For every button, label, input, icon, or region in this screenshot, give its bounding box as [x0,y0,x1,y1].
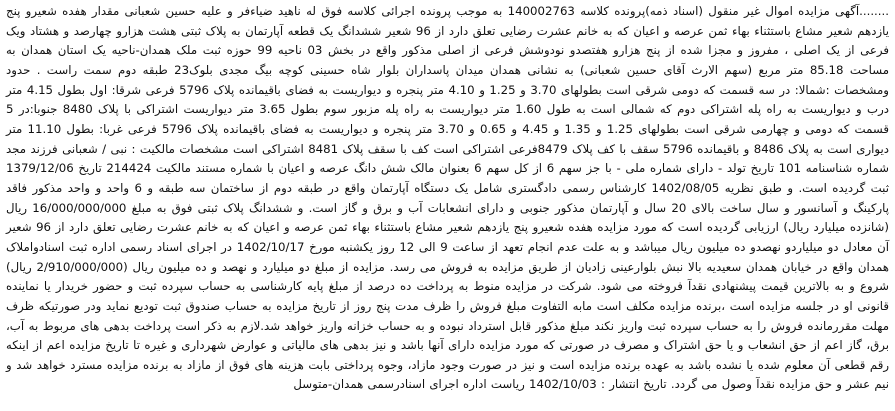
auction-notice-text [6,2,889,395]
notice-body: ........آگهی مزایده اموال غیر منقول (اسناد ذمه)پرونده کلاسه 140002763 به موجب پرونده اجرائی کلاسه فوق له ناهید ضیاءفر و علیه حسین شعبانی مقدار هفده شعیرو پنج یازدهم شعیر مشاع باستثناء بهاء ثمن عرصه و اعیان که به خانم عشرت رضایی تعلق دارد از 96 شعیر ششدانگ یک قطعه آپارتمان به پلاک ثبتی هشت هزارو چهارصد و هشتاد ویک فرعی از یک اصلی ، مفروز و مجزا شده از پنج هزارو هفتصدو نودوشش فرعی از اصلی مذکور واقع در بخش 03 ناحیه 99 حوزه ثبت ملک همدان-ناحیه یک استان همدان به مساحت 85.18 متر مربع (سهم الارث آقای حسین شعبانی) به نشانی همدان میدان پاسداران بلوار شاه حسینی کوچه بیگ مجدی بلوک23 طبقه دوم سمت راست . حدود ومشخصات :شمالا: در سه قسمت که دومی شرقی است بطولهای 3.70 و 1.25 و 4.10 متر پنجره و دیواریست به فضای باقیمانده پلاک 5796 فرعی شرقا: اول بطول 4.15 متر درب و دیواریست به راه پله اشتراکی دوم که شمالی است به طول 1.60 متر دیواریست به راه پله مزبور سوم بطول 3.65 متر دیواریست اشتراکی با پلاک 8480 جنوبا:در 5 قسمت که دومی و چهارمی شرقی است بطولهای 1.25 و 1.35 و 4.45 و 0.65 و 3.70 متر پنجره و دیواریست به فضای باقیمانده پلاک 5796 فرعی غربا: بطول 11.10 متر دیواری است به پلاک 8486 و باقیمانده 5796 سقف با کف پلاک 8479فرعی اشتراکی است کف با سقف پلاک 8481 اشتراکی است مشخصات مالکیت : نبی / شعبانی فرزند مجد شماره شناسنامه 101 تاریخ تولد - دارای شماره ملی - با جز سهم 6 از کل سهم 6 بعنوان مالک شش دانگ عرصه و اعیان با شماره مستند مالکیت 214424 تاریخ 1379/12/06 ثبت گردیده است. و طبق نظریه 1402/08/05 کارشناس رسمی دادگستری شامل یک دستگاه آپارتمان واقع در طبقه دوم از ساختمان سه طبقه و 6 واحد و واحد مذکور فاقد پارکینگ و آسانسور و سال ساخت بالای 20 سال و آپارتمان مذکور جنوبی و دارای انشعابات آب و برق و گاز است. و ششدانگ پلاک ثبتی فوق به مبلغ 16/000/000/000 ریال (شانزده میلیارد ریال) ارزیابی گردیده است که مورد مزایده هفده شعیرو پنج یازدهم شعیر مشاع باستثناء بهاء ثمن عرصه و اعیان که به خانم عشرت رضایی تعلق دارد از 96 شعیر آن معادل دو میلیاردو نهصدو ده میلیون ریال میباشد و به علت عدم انجام تعهد از ساعت 9 الی 12 روز یکشنبه مورخ 1402/10/17 در اجرای اسناد رسمی اداره ثبت اسنادواملاک همدان واقع در خیابان همدان سعیدیه بالا نبش بلوارعینی زادیان از طریق مزایده به فروش می رسد. مزایده از مبلغ دو میلیارد و نهصد و ده میلیون ریال (2/910/000/000 ریال) شروع و به بالاترین قیمت پیشنهادی نقدآ فروخته می شود. شرکت در مزایده منوط به پرداخت ده درصد از مبلغ پایه کارشناسی به حساب سپرده ثبت و حضور خریدار یا نماینده قانونی او در جلسه مزایده است ،برنده مزایده مکلف است مابه التفاوت مبلغ فروش را ظرف مدت پنج روز از تاریخ مزایده به حساب صندوق ثبت تودیع نماید ودر صورتیکه ظرف مهلت مقررمانده فروش را به حساب سپرده ثبت واریز نکند مبلغ مذکور قابل استرداد نبوده و به حساب خزانه واریز خواهد شد.لازم به ذکر است پرداخت بدهی های مربوط به آب، برق، گاز اعم از حق انشعاب و یا حق اشتراک و مصرف در صورتی که مورد مزایده دارای آنها باشد و نیز بدهی های مالیاتی و عوارض شهرداری و غیره تا تاریخ مزایده اعم از اینکه رقم قطعی آن معلوم شده یا نشده باشد به عهده برنده مزایده است و نیز در صورت وجود مازاد، وجوه پرداختی بابت هزینه های فوق از مازاد به برنده مزایده مسترد خواهد شد و نیم عشر و حق مزایده نقدآ وصول می گردد. تاریخ انتشار : 1402/10/03 ریاست اداره اجرای اسنادرسمی همدان-متوسل [6,4,890,392]
